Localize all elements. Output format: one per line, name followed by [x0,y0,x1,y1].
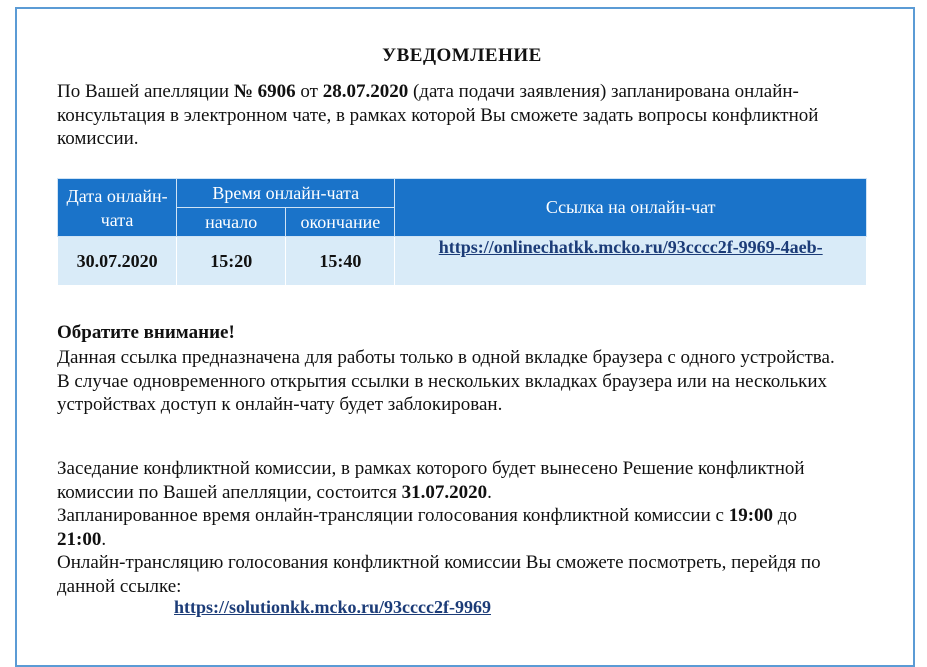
broadcast-text-3: . [101,528,107,550]
intro-paragraph [57,80,837,151]
broadcast-text-2: до [773,505,797,526]
table-row [58,237,867,286]
broadcast-link[interactable]: https://solutionkk.mcko.ru/93cccc2f-9969 [174,597,491,617]
intro-text-1: По Вашей апелляции [57,81,234,102]
session-section [57,457,837,598]
cell-date: 30.07.2020 [58,237,177,286]
notice-text: Данная ссылка предназначена для работы только в одной вкладке браузера с одного устройства. В случае одновременного открытия ссылки в нескольких вкладках браузера или на нескольких устройствах доступ к онлайн-чату будет заблокирован. [57,347,835,415]
cell-end: 15:40 [286,237,395,286]
header-link: Ссылка на онлайн-чат [395,179,867,237]
broadcast-link-wrap [174,597,491,618]
page-title: УВЕДОМЛЕНИЕ [382,45,542,66]
session-text-1: Заседание конфликтной комиссии, в рамках которого будет вынесено Решение конфликтной комиссии по Вашей апелляции, состоится [57,458,805,503]
submit-date: 28.07.2020 [322,81,409,102]
header-end: окончание [286,208,395,237]
time-to: 21:00 [57,528,102,550]
broadcast-time-paragraph [57,504,837,551]
broadcast-text-1: Запланированное время онлайн-трансляции голосования конфликтной комиссии с [57,505,729,526]
online-chat-link[interactable]: https://onlinechatkk.mcko.ru/93cccc2f-9969-4aeb- [438,237,823,257]
session-text-2: . [487,481,492,503]
notice-heading: Обратите внимание! [57,322,235,343]
session-date: 31.07.2020 [401,481,488,503]
header-time-group: Время онлайн-чата [177,179,395,208]
intro-text-3: (дата подачи заявления) запланирована онлайн-консультация в электронном чате, в рамках которой Вы сможете задать вопросы конфликтной комиссии. [57,81,819,149]
header-date: Дата онлайн-чата [58,179,177,237]
cell-link [395,237,867,286]
cell-start: 15:20 [177,237,286,286]
time-from: 19:00 [728,505,774,526]
broadcast-link-paragraph: Онлайн-трансляцию голосования конфликтной комиссии Вы сможете посмотреть, перейдя по данной ссылке: [57,552,821,597]
appeal-number: № 6906 [233,81,296,102]
chat-schedule-table [57,178,867,286]
intro-text-2: от [295,81,323,102]
session-paragraph [57,457,837,504]
header-start: начало [177,208,286,237]
table-header-row [58,179,867,208]
